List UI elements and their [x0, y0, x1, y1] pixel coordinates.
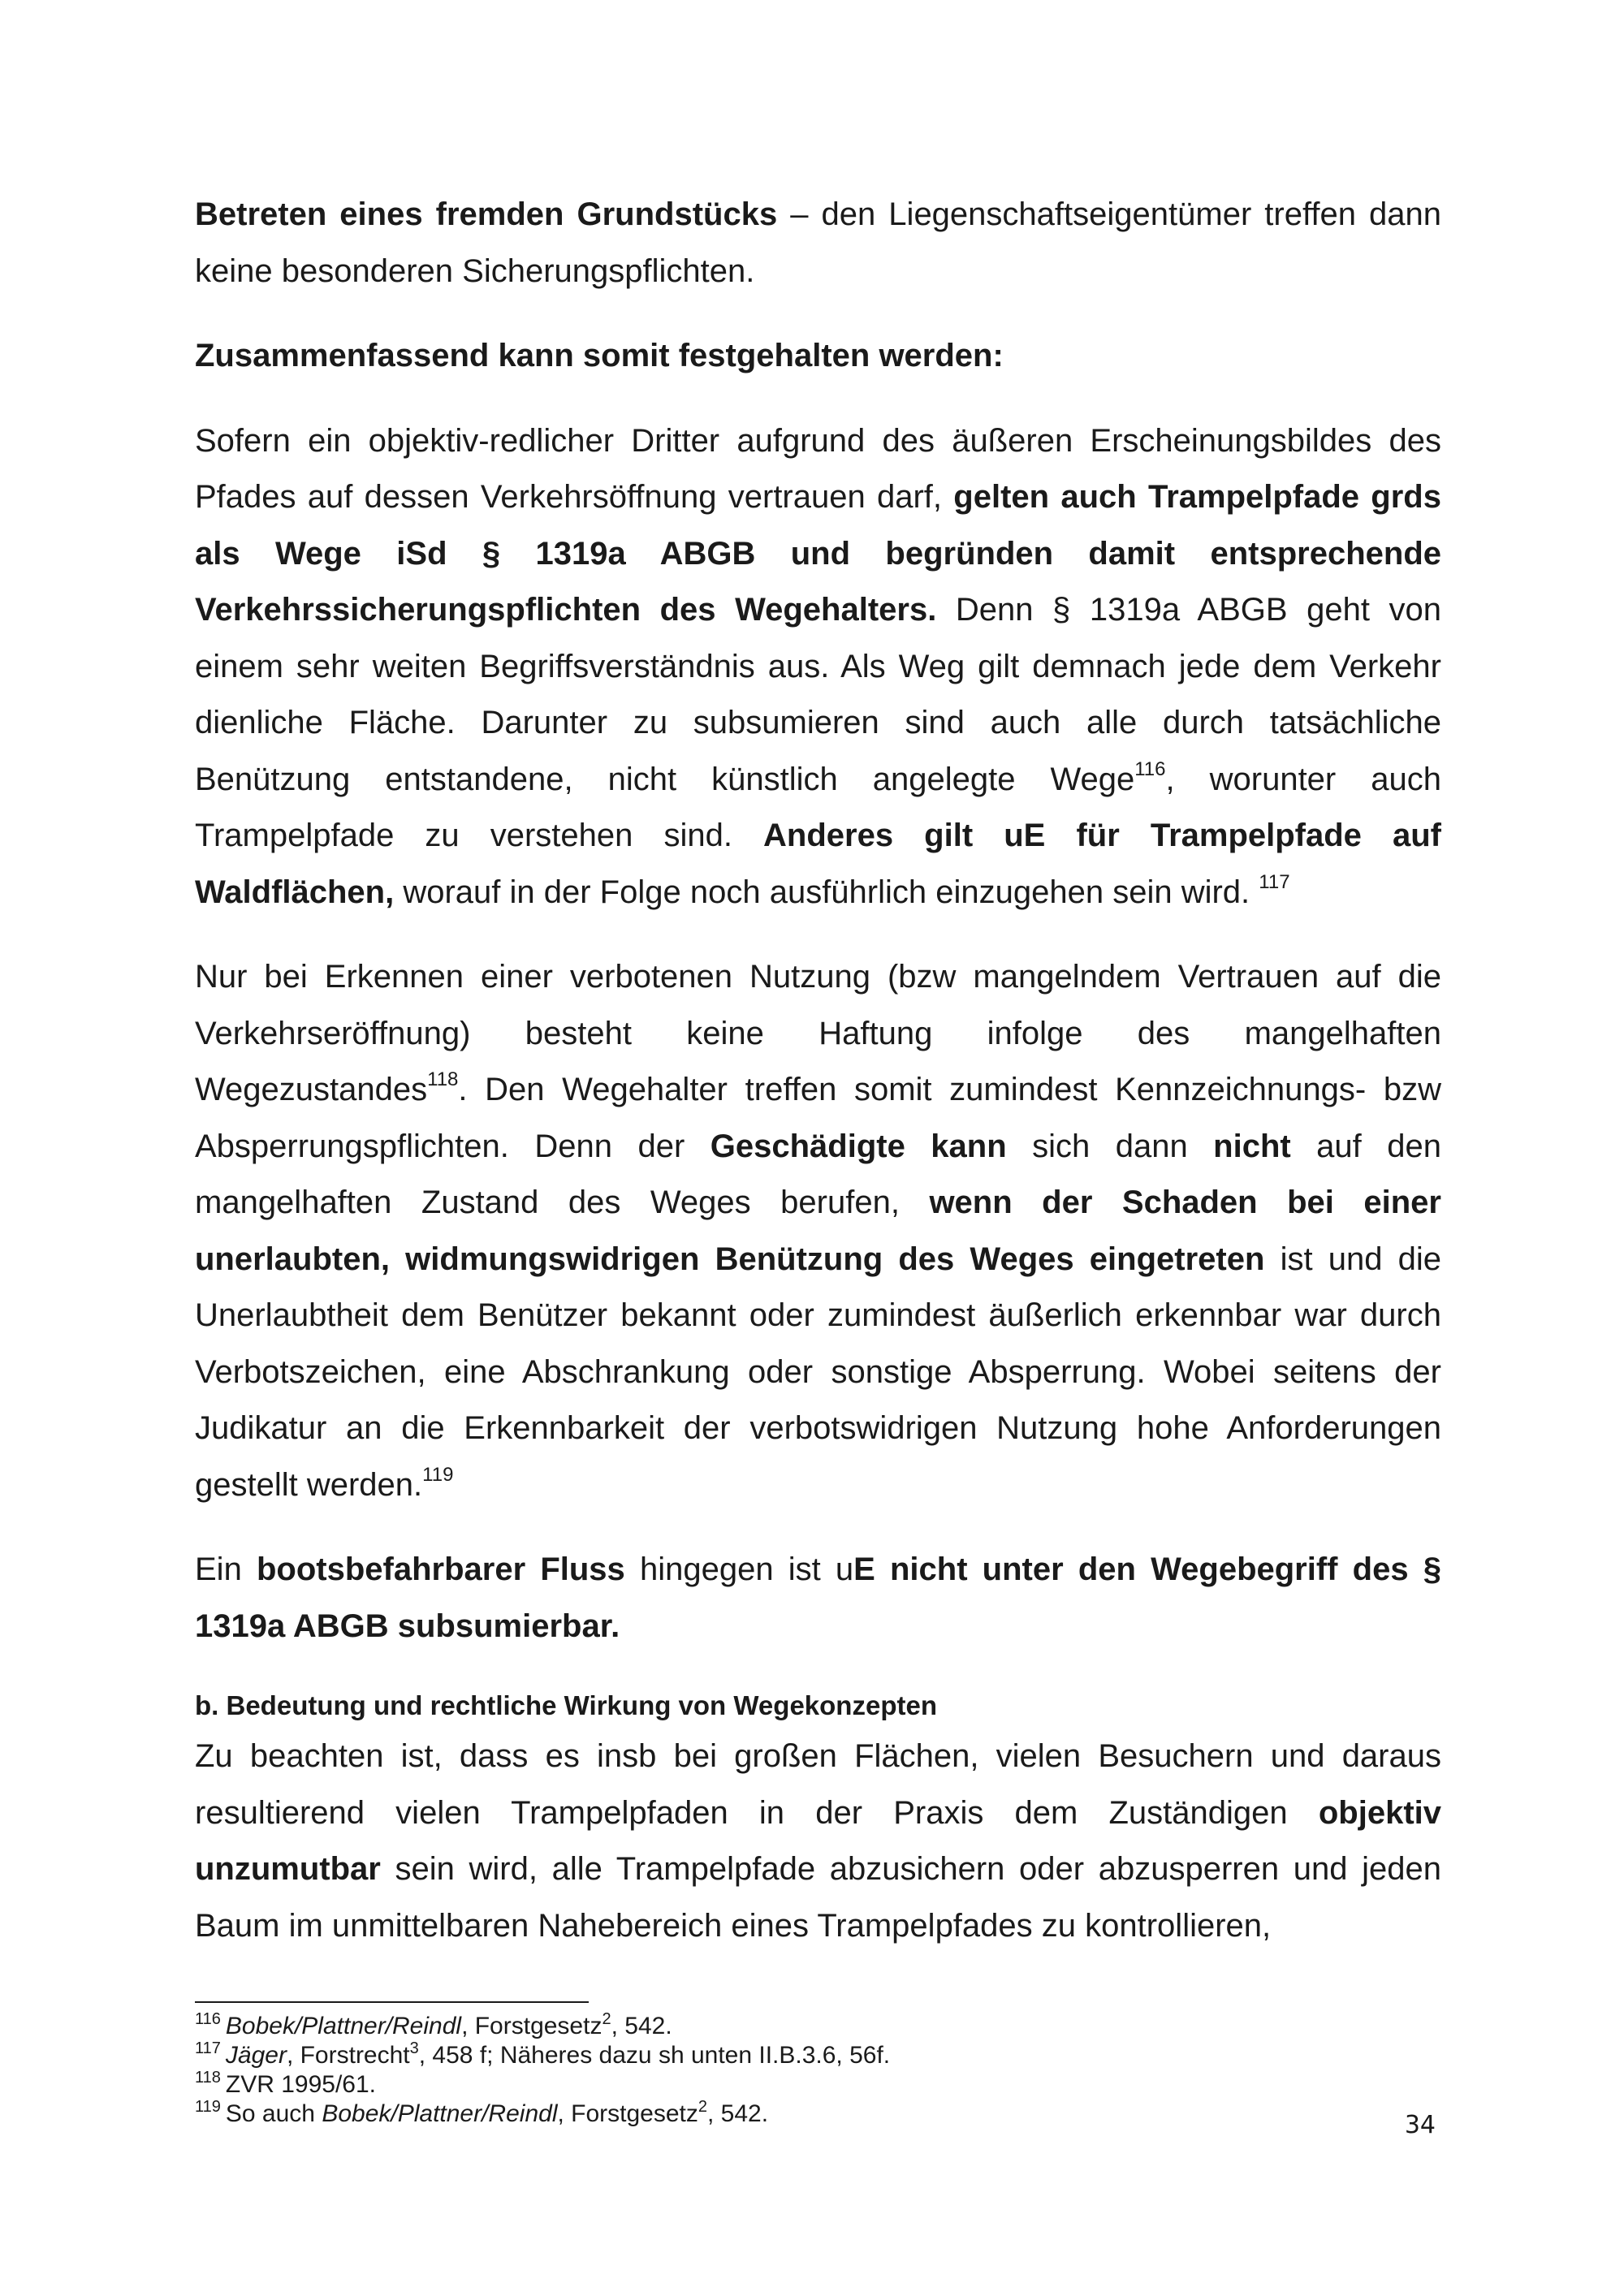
footnote-116: 116 Bobek/Plattner/Reindl, Forstgesetz$^2$, 542.: [195, 2010, 672, 2039]
footnote-ref[interactable]: 118: [427, 1068, 459, 1090]
footnote-ref[interactable]: 117: [1259, 870, 1290, 893]
page-number: 34: [1404, 2111, 1436, 2139]
main-text: [195, 187, 1441, 1954]
paragraph-1: Betreten eines fremden Grundstücks – den Liegenschaftseigentümer treffen dann keine besonderen Sicherungspflichten.: [195, 196, 1441, 289]
section-heading: Zusammenfassend kann somit festgehalten werden:: [195, 338, 1004, 373]
paragraph-5: Zu beachten ist, dass es insb bei großen Flächen, vielen Besuchern und daraus resultierend vielen Trampelpfaden in der Praxis dem Zuständigen objektiv unzumutbar sein wird, alle Trampelpfade abzusichern oder abzusperren und jeden Baum im unmittelbaren Nahebereich eines Trampelpfades zu kontrollieren,: [195, 1738, 1441, 1944]
bold-phrase: wenn der Schaden bei einer unerlaubten, widmungswidrigen Benützung des Weges eingetreten: [195, 1185, 1441, 1277]
bold-phrase: gelten auch Trampelpfade grds als Wege iSd § 1319a ABGB und begründen damit entsprechende Verkehrssicherungspflichten des Wegehalters.: [195, 479, 1441, 628]
footnote-117: 117 Jäger, Forstrecht$^3$, 458 f; Näheres dazu sh unten II.B.3.6, 56f.: [195, 2039, 891, 2069]
paragraph-4: Ein bootsbefahrbarer Fluss hingegen ist uE nicht unter den Wegebegriff des § 1319a ABGB subsumierbar.: [195, 1552, 1441, 1644]
bold-phrase: Geschädigte kann: [710, 1128, 1007, 1164]
bold-phrase: bootsbefahrbarer Fluss: [256, 1552, 625, 1587]
footnotes: [195, 2012, 1441, 2129]
footnote-ref[interactable]: 119: [422, 1463, 454, 1486]
bold-phrase: E nicht unter den Wegebegriff des § 1319a ABGB subsumierbar.: [195, 1552, 1441, 1644]
footnote-119: 119 So auch Bobek/Plattner/Reindl, Forstgesetz$^2$, 542.: [195, 2098, 769, 2127]
paragraph-2: Sofern ein objektiv-redlicher Dritter aufgrund des äußeren Erscheinungsbildes des Pfades auf dessen Verkehrsöffnung vertrauen darf, gelten auch Trampelpfade grds als Wege iSd § 1319a ABGB und begründen damit entsprechende Verkehrssicherungspflichten des Wegehalters. Denn § 1319a ABGB geht von einem sehr weiten Begriffsverständnis aus. Als Weg gilt demnach jede dem Verkehr dienliche Fläche. Darunter zu subsumieren sind auch alle durch tatsächliche Benützung entstandene, nicht künstlich angelegte Wege$^{116}$, worunter auch Trampelpfade zu verstehen sind. Anderes gilt uE für Trampelpfade auf Waldflächen, worauf in der Folge noch ausführlich einzugehen sein wird. $^{117}$: [195, 422, 1441, 910]
bold-phrase: Anderes gilt uE für Trampelpfade auf Waldflächen,: [195, 818, 1441, 910]
paragraph-3: Nur bei Erkennen einer verbotenen Nutzung (bzw mangelndem Vertrauen auf die Verkehrseröffnung) besteht keine Haftung infolge des mangelhaften Wegezustandes$^{118}$. Den Wegehalter treffen somit zumindest Kennzeichnungs- bzw Absperrungspflichten. Denn der Geschädigte kann sich dann nicht auf den mangelhaften Zustand des Weges berufen, wenn der Schaden bei einer unerlaubten, widmungswidrigen Benützung des Weges eingetreten ist und die Unerlaubtheit dem Benützer bekannt oder zumindest äußerlich erkennbar war durch Verbotszeichen, eine Abschrankung oder sonstige Absperrung. Wobei seitens der Judikatur an die Erkennbarkeit der verbotswidrigen Nutzung hohe Anforderungen gestellt werden.$^{119}$: [195, 959, 1441, 1503]
footnote-118: 118 ZVR 1995/61.: [195, 2069, 377, 2098]
footnote-separator: [195, 2001, 589, 2003]
bold-phrase: objektiv unzumutbar: [195, 1794, 1441, 1887]
bold-phrase: nicht: [1213, 1128, 1291, 1164]
bold-phrase: Betreten eines fremden Grundstücks: [195, 196, 778, 232]
subsection-heading: b. Bedeutung und rechtliche Wirkung von Wegekonzepten: [195, 1690, 937, 1720]
footnote-ref[interactable]: 116: [1134, 757, 1166, 780]
